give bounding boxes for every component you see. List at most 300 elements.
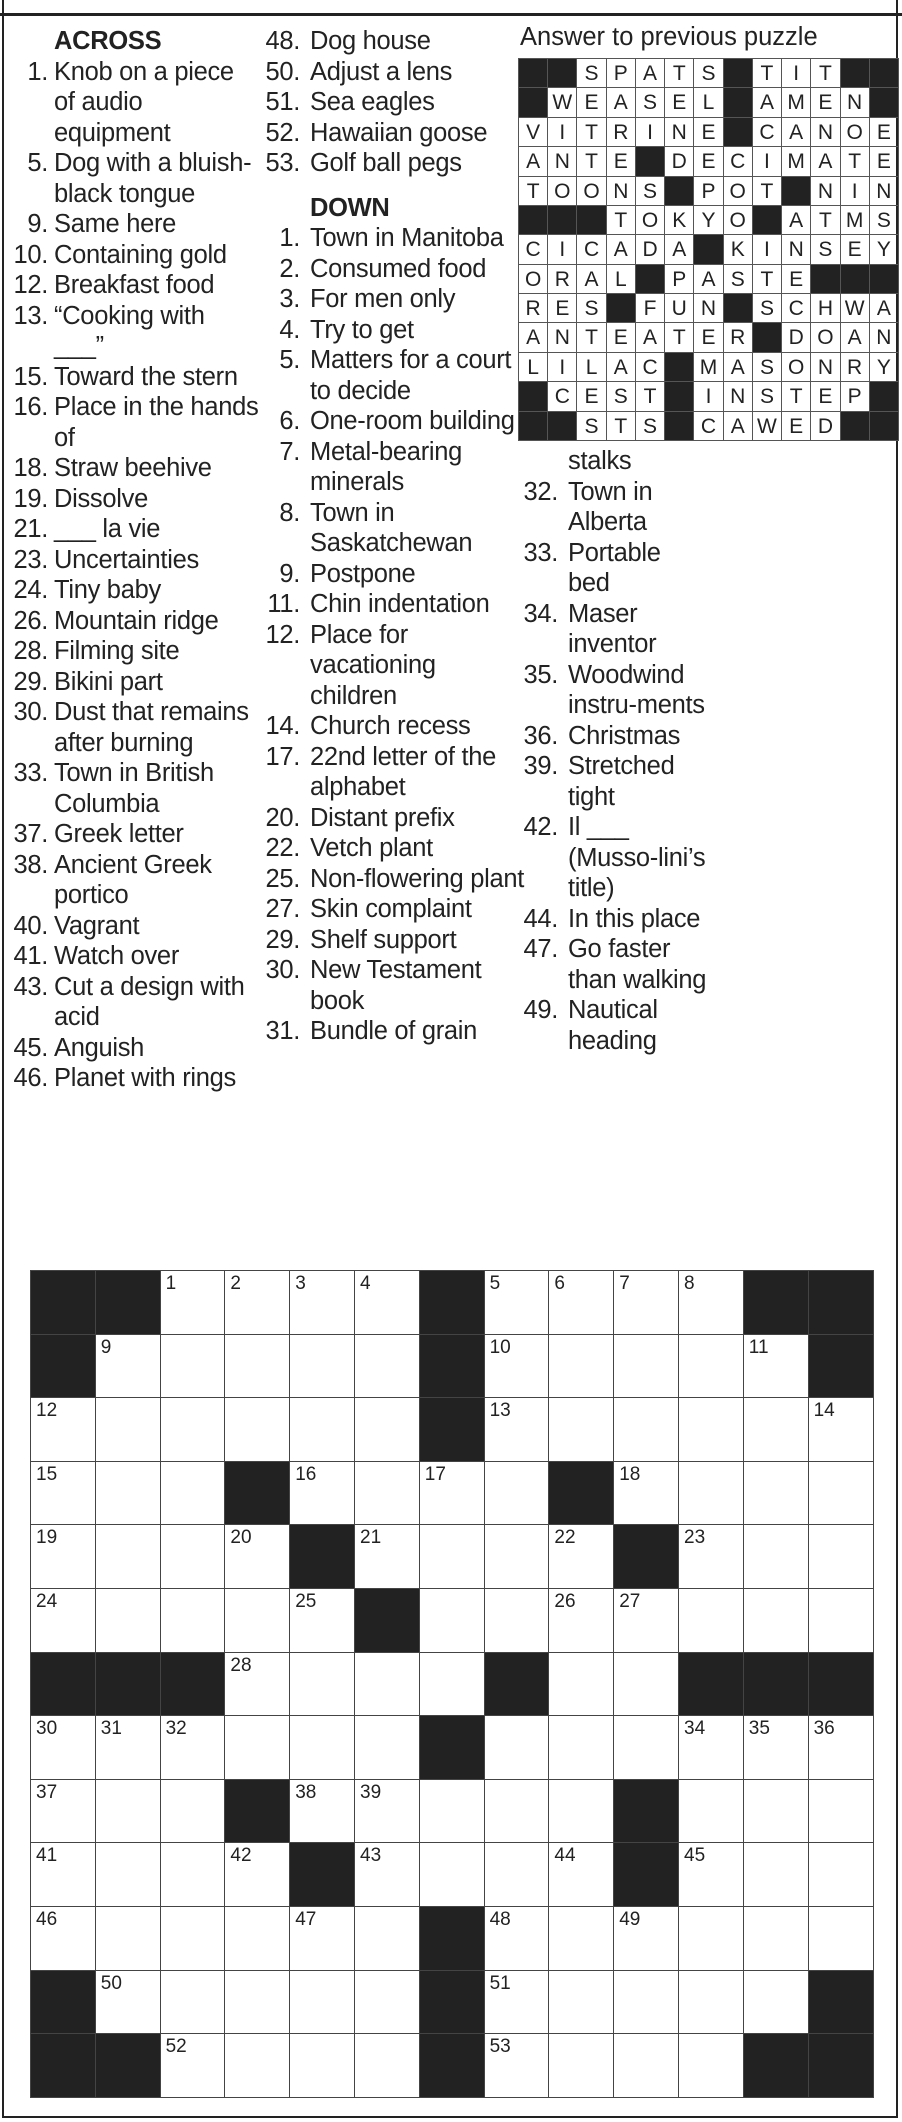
cell-number: 43 xyxy=(360,1845,382,1867)
grid-cell[interactable] xyxy=(289,1970,355,2035)
grid-cell[interactable] xyxy=(808,1842,874,1907)
clue xyxy=(518,751,708,812)
grid-cell[interactable] xyxy=(484,1334,550,1399)
grid-cell[interactable] xyxy=(484,1842,550,1907)
clue xyxy=(2,484,260,515)
cell-number: 44 xyxy=(554,1845,576,1867)
answer-cell: C xyxy=(781,293,811,323)
clue-number: 5. xyxy=(27,149,48,177)
answer-cell: S xyxy=(635,176,665,206)
grid-cell[interactable] xyxy=(289,1270,355,1335)
clue-text: Mountain ridge xyxy=(54,606,219,635)
grid-cell[interactable] xyxy=(678,1715,744,1780)
clue-text: Knob on a piece of audio equipment xyxy=(54,57,234,147)
grid-cell[interactable] xyxy=(224,1524,290,1589)
clue-text: stalks xyxy=(568,447,632,475)
black-square xyxy=(30,1970,96,2035)
black-square xyxy=(613,1524,679,1589)
black-square xyxy=(518,58,548,88)
grid-cell[interactable] xyxy=(613,1652,679,1717)
grid-cell[interactable] xyxy=(95,1779,161,1844)
grid-cell[interactable] xyxy=(678,1397,744,1462)
grid-cell[interactable] xyxy=(224,1906,290,1971)
answer-cell: I xyxy=(693,381,723,411)
clue xyxy=(260,894,524,925)
clue xyxy=(260,26,524,57)
grid-cell[interactable] xyxy=(808,1461,874,1526)
answer-cell: L xyxy=(693,87,723,117)
black-square xyxy=(518,381,548,411)
cell-number: 14 xyxy=(813,1400,835,1422)
clue-number: 17. xyxy=(265,742,300,771)
answer-cell: M xyxy=(840,205,870,235)
black-square xyxy=(781,176,811,206)
grid-cell[interactable] xyxy=(289,2033,355,2098)
grid-cell[interactable] xyxy=(808,1588,874,1653)
grid-cell[interactable] xyxy=(678,1524,744,1589)
clue-number: 31. xyxy=(265,1017,300,1045)
black-square xyxy=(484,1652,550,1717)
black-square xyxy=(678,1652,744,1717)
grid-cell[interactable] xyxy=(224,1397,290,1462)
cell-number: 22 xyxy=(554,1527,576,1549)
black-square xyxy=(419,1334,485,1399)
grid-cell[interactable] xyxy=(354,2033,420,2098)
grid-cell[interactable] xyxy=(354,1270,420,1335)
grid-cell[interactable] xyxy=(743,1715,809,1780)
clue xyxy=(260,345,524,406)
grid-cell[interactable] xyxy=(484,1524,550,1589)
answer-cell: E xyxy=(606,146,636,176)
grid-cell[interactable] xyxy=(160,1334,226,1399)
grid-cell[interactable] xyxy=(289,1334,355,1399)
grid-cell[interactable] xyxy=(613,1715,679,1780)
grid-cell[interactable] xyxy=(95,1715,161,1780)
grid-cell[interactable] xyxy=(289,1779,355,1844)
answer-cell: L xyxy=(576,352,606,382)
clue-number: 26. xyxy=(13,606,48,635)
grid-cell[interactable] xyxy=(95,1906,161,1971)
clue-text: Uncertainties xyxy=(54,545,199,574)
answer-cell: T xyxy=(840,146,870,176)
answer-cell: R xyxy=(547,264,577,294)
black-square xyxy=(547,411,577,441)
clue-number: 13. xyxy=(13,301,48,330)
grid-cell[interactable] xyxy=(160,1842,226,1907)
grid-cell[interactable] xyxy=(354,1779,420,1844)
clue xyxy=(2,209,260,240)
clue xyxy=(260,223,524,254)
grid-cell[interactable] xyxy=(678,1906,744,1971)
grid-cell[interactable] xyxy=(613,1270,679,1335)
grid-cell[interactable] xyxy=(224,2033,290,2098)
clue-text: Portable bed xyxy=(568,538,661,597)
grid-cell[interactable] xyxy=(160,2033,226,2098)
clue-text: Consumed food xyxy=(310,254,487,283)
answer-cell: A xyxy=(635,58,665,88)
answer-cell: Y xyxy=(693,205,723,235)
clue-text: Hawaiian goose xyxy=(310,118,488,147)
grid-cell[interactable] xyxy=(678,1461,744,1526)
clue xyxy=(518,660,708,721)
clue-number: 36. xyxy=(523,721,558,750)
grid-cell[interactable] xyxy=(95,1334,161,1399)
clue-number: 25. xyxy=(265,864,300,893)
black-square xyxy=(664,352,694,382)
grid-cell[interactable] xyxy=(484,1270,550,1335)
grid-cell[interactable] xyxy=(30,1715,96,1780)
grid-cell[interactable] xyxy=(224,1652,290,1717)
clue-text: 22nd letter of the alphabet xyxy=(310,742,496,801)
cell-number: 24 xyxy=(36,1591,58,1612)
grid-cell[interactable] xyxy=(548,1334,614,1399)
clue-number: 41. xyxy=(13,942,48,970)
grid-cell[interactable] xyxy=(160,1906,226,1971)
black-square xyxy=(613,1779,679,1844)
grid-cell[interactable] xyxy=(484,1397,550,1462)
clue-text: Golf ball pegs xyxy=(310,149,462,177)
clue xyxy=(2,514,260,545)
grid-cell[interactable] xyxy=(808,1397,874,1462)
grid-cell[interactable] xyxy=(484,1906,550,1971)
clue xyxy=(2,575,260,606)
answer-cell: S xyxy=(606,381,636,411)
clue-number: 8. xyxy=(279,498,300,527)
grid-cell[interactable] xyxy=(678,2033,744,2098)
clue-text: Dust that remains after burning xyxy=(54,698,249,757)
black-square xyxy=(518,411,548,441)
grid-cell[interactable] xyxy=(354,1652,420,1717)
clue xyxy=(2,911,260,942)
grid-cell[interactable] xyxy=(548,1970,614,2035)
grid-cell[interactable] xyxy=(224,1334,290,1399)
answer-cell: N xyxy=(723,381,753,411)
answer-cell: T xyxy=(518,176,548,206)
grid-cell[interactable] xyxy=(354,1842,420,1907)
clue-number: 37. xyxy=(13,820,48,848)
grid-cell[interactable] xyxy=(160,1524,226,1589)
answer-cell: A xyxy=(606,234,636,264)
answer-cell: L xyxy=(518,352,548,382)
grid-cell[interactable] xyxy=(548,1397,614,1462)
grid-cell[interactable] xyxy=(160,1461,226,1526)
grid-cell[interactable] xyxy=(484,1461,550,1526)
grid-cell[interactable] xyxy=(678,1970,744,2035)
grid-cell[interactable] xyxy=(419,1524,485,1589)
grid-cell[interactable] xyxy=(95,1588,161,1653)
grid-cell[interactable] xyxy=(95,1397,161,1462)
black-square xyxy=(808,1334,874,1399)
grid-cell[interactable] xyxy=(613,1334,679,1399)
grid-cell[interactable] xyxy=(160,1779,226,1844)
grid-cell[interactable] xyxy=(289,1652,355,1717)
clue xyxy=(2,148,260,209)
black-square xyxy=(869,58,899,88)
cell-number: 48 xyxy=(489,1909,511,1930)
grid-cell[interactable] xyxy=(613,2033,679,2098)
clue-number: 48. xyxy=(265,27,300,55)
answer-cell: E xyxy=(869,146,899,176)
clue-text: One-room building xyxy=(310,407,515,435)
answer-cell: E xyxy=(693,117,723,147)
answer-cell: T xyxy=(752,58,782,88)
grid-cell[interactable] xyxy=(95,1524,161,1589)
grid-cell[interactable] xyxy=(808,1779,874,1844)
grid-cell[interactable] xyxy=(354,1334,420,1399)
answer-cell: T xyxy=(576,117,606,147)
clue xyxy=(518,812,708,904)
cell-number: 47 xyxy=(295,1909,317,1930)
grid-cell[interactable] xyxy=(30,1906,96,1971)
grid-cell[interactable] xyxy=(160,1397,226,1462)
black-square xyxy=(693,234,723,264)
grid-cell[interactable] xyxy=(613,1588,679,1653)
grid-cell[interactable] xyxy=(548,1524,614,1589)
grid-cell[interactable] xyxy=(743,1779,809,1844)
grid-cell[interactable] xyxy=(613,1397,679,1462)
black-square xyxy=(30,1652,96,1717)
black-square xyxy=(808,1270,874,1335)
previous-puzzle-title: Answer to previous puzzle xyxy=(520,23,818,51)
clue xyxy=(260,118,524,149)
grid-cell[interactable] xyxy=(354,1906,420,1971)
answer-cell: C xyxy=(723,146,753,176)
black-square xyxy=(743,1652,809,1717)
clue-number: 12. xyxy=(13,271,48,299)
grid-cell[interactable] xyxy=(419,1779,485,1844)
cell-number: 36 xyxy=(813,1718,835,1740)
clue-text: Watch over xyxy=(54,942,180,970)
grid-cell[interactable] xyxy=(224,1842,290,1907)
clue-text: Toward the stern xyxy=(54,362,238,391)
clue-text: Same here xyxy=(54,210,177,238)
clue xyxy=(2,667,260,698)
clue-number: 6. xyxy=(279,407,300,435)
clue-number: 51. xyxy=(265,88,300,116)
grid-cell[interactable] xyxy=(678,1842,744,1907)
answer-cell: N xyxy=(693,293,723,323)
black-square xyxy=(613,1842,679,1907)
grid-cell[interactable] xyxy=(548,1270,614,1335)
grid-cell[interactable] xyxy=(224,1715,290,1780)
clue xyxy=(260,925,524,956)
grid-cell[interactable] xyxy=(743,1461,809,1526)
cell-number: 41 xyxy=(36,1845,58,1867)
black-square xyxy=(869,381,899,411)
answer-cell: P xyxy=(840,381,870,411)
answer-cell: H xyxy=(810,293,840,323)
grid-cell[interactable] xyxy=(743,1842,809,1907)
grid-cell[interactable] xyxy=(548,1715,614,1780)
answer-cell: N xyxy=(810,352,840,382)
clue-number: 18. xyxy=(13,454,48,482)
grid-cell[interactable] xyxy=(548,1906,614,1971)
answer-cell: T xyxy=(635,381,665,411)
grid-cell[interactable] xyxy=(30,1461,96,1526)
answer-cell: N xyxy=(810,117,840,147)
grid-cell[interactable] xyxy=(743,1970,809,2035)
cell-number: 28 xyxy=(230,1654,252,1676)
grid-cell[interactable] xyxy=(224,1588,290,1653)
grid-cell[interactable] xyxy=(743,1334,809,1399)
grid-cell[interactable] xyxy=(678,1588,744,1653)
cell-number: 34 xyxy=(684,1718,706,1740)
answer-cell: A xyxy=(518,146,548,176)
grid-cell[interactable] xyxy=(743,1906,809,1971)
grid-cell[interactable] xyxy=(289,1906,355,1971)
grid-cell[interactable] xyxy=(224,1270,290,1335)
grid-cell[interactable] xyxy=(548,1588,614,1653)
answer-cell: C xyxy=(576,234,606,264)
answer-cell: K xyxy=(664,205,694,235)
grid-cell[interactable] xyxy=(743,1588,809,1653)
clue-text: Skin complaint xyxy=(310,895,472,923)
clue xyxy=(2,819,260,850)
grid-cell[interactable] xyxy=(548,2033,614,2098)
grid-cell[interactable] xyxy=(289,1715,355,1780)
grid-cell[interactable] xyxy=(678,1779,744,1844)
clue xyxy=(260,711,524,742)
cell-number: 17 xyxy=(424,1463,446,1485)
grid-cell[interactable] xyxy=(613,1906,679,1971)
grid-cell[interactable] xyxy=(808,1524,874,1589)
clue-number: 32. xyxy=(523,477,558,506)
grid-cell[interactable] xyxy=(354,1715,420,1780)
black-square xyxy=(518,87,548,117)
cell-number: 7 xyxy=(619,1273,630,1294)
grid-cell[interactable] xyxy=(548,1779,614,1844)
answer-cell: M xyxy=(693,352,723,382)
clue xyxy=(2,1063,260,1094)
grid-cell[interactable] xyxy=(419,1588,485,1653)
grid-cell[interactable] xyxy=(484,1970,550,2035)
grid-cell[interactable] xyxy=(30,1588,96,1653)
grid-cell[interactable] xyxy=(419,1842,485,1907)
across-heading: ACROSS xyxy=(54,27,162,55)
grid-cell[interactable] xyxy=(354,1461,420,1526)
answer-cell: S xyxy=(752,381,782,411)
black-square xyxy=(547,58,577,88)
answer-cell: N xyxy=(810,176,840,206)
grid-cell[interactable] xyxy=(160,1588,226,1653)
clue xyxy=(260,437,524,498)
grid-cell[interactable] xyxy=(484,1715,550,1780)
clue xyxy=(2,850,260,911)
clue-text: Woodwind instru-ments xyxy=(568,660,705,719)
clue-number: 30. xyxy=(265,956,300,984)
grid-cell[interactable] xyxy=(484,1779,550,1844)
grid-cell[interactable] xyxy=(678,1334,744,1399)
clue xyxy=(2,362,260,393)
clue xyxy=(260,284,524,315)
grid-cell[interactable] xyxy=(30,1397,96,1462)
grid-cell[interactable] xyxy=(613,1461,679,1526)
clue-text: Bikini part xyxy=(54,667,163,696)
grid-cell[interactable] xyxy=(30,1842,96,1907)
grid-cell[interactable] xyxy=(548,1652,614,1717)
cell-number: 26 xyxy=(554,1591,576,1612)
clue xyxy=(2,697,260,758)
grid-cell[interactable] xyxy=(30,1524,96,1589)
cell-number: 51 xyxy=(489,1972,511,1994)
grid-cell[interactable] xyxy=(548,1842,614,1907)
answer-cell: S xyxy=(752,293,782,323)
grid-cell[interactable] xyxy=(354,1397,420,1462)
grid-cell[interactable] xyxy=(354,1970,420,2035)
grid-cell[interactable] xyxy=(743,1524,809,1589)
answer-cell: E xyxy=(781,411,811,441)
clue-text: Il ___ (Musso-lini’s title) xyxy=(568,813,706,902)
clue-text: Place in the hands of xyxy=(54,393,259,452)
black-square xyxy=(808,2033,874,2098)
grid-cell[interactable] xyxy=(678,1270,744,1335)
cell-number: 10 xyxy=(489,1336,511,1358)
answer-cell: T xyxy=(752,264,782,294)
clue-text: Ancient Greek portico xyxy=(54,850,212,909)
clue-number: 2. xyxy=(279,254,300,283)
answer-cell: N xyxy=(781,234,811,264)
grid-cell[interactable] xyxy=(95,1842,161,1907)
black-square xyxy=(723,117,753,147)
answer-cell: A xyxy=(752,87,782,117)
grid-cell[interactable] xyxy=(484,1588,550,1653)
clue-text: Sea eagles xyxy=(310,88,435,116)
black-square xyxy=(723,87,753,117)
grid-cell[interactable] xyxy=(484,2033,550,2098)
grid-cell[interactable] xyxy=(808,1715,874,1780)
clue xyxy=(2,758,260,819)
grid-cell[interactable] xyxy=(289,1588,355,1653)
grid-cell[interactable] xyxy=(30,1779,96,1844)
grid-cell[interactable] xyxy=(160,1970,226,2035)
clue-number: 15. xyxy=(13,362,48,391)
grid-cell[interactable] xyxy=(224,1970,290,2035)
clue-text: Nautical heading xyxy=(568,996,658,1055)
answer-cell: V xyxy=(518,117,548,147)
black-square xyxy=(664,176,694,206)
grid-cell[interactable] xyxy=(95,1970,161,2035)
answer-cell: S xyxy=(869,205,899,235)
clue-number: 19. xyxy=(13,484,48,513)
answer-cell: S xyxy=(576,58,606,88)
black-square xyxy=(606,293,636,323)
clue-text: Town in British Columbia xyxy=(54,759,214,818)
grid-cell[interactable] xyxy=(419,1461,485,1526)
grid-cell[interactable] xyxy=(808,1906,874,1971)
black-square xyxy=(224,1461,290,1526)
black-square xyxy=(419,1715,485,1780)
grid-cell[interactable] xyxy=(354,1524,420,1589)
grid-cell[interactable] xyxy=(289,1397,355,1462)
black-square xyxy=(743,1270,809,1335)
clue-text: Planet with rings xyxy=(54,1064,236,1092)
clue xyxy=(260,803,524,834)
cell-number: 5 xyxy=(489,1273,501,1294)
grid-cell[interactable] xyxy=(160,1270,226,1335)
black-square xyxy=(808,1652,874,1717)
grid-cell[interactable] xyxy=(289,1461,355,1526)
grid-cell[interactable] xyxy=(743,1397,809,1462)
black-square xyxy=(635,264,665,294)
grid-cell[interactable] xyxy=(613,1970,679,2035)
clue xyxy=(260,1016,524,1047)
grid-cell[interactable] xyxy=(419,1652,485,1717)
grid-cell[interactable] xyxy=(160,1715,226,1780)
clue-number: 50. xyxy=(265,57,300,86)
answer-cell: C xyxy=(693,411,723,441)
grid-cell[interactable] xyxy=(95,1461,161,1526)
black-square xyxy=(95,1270,161,1335)
